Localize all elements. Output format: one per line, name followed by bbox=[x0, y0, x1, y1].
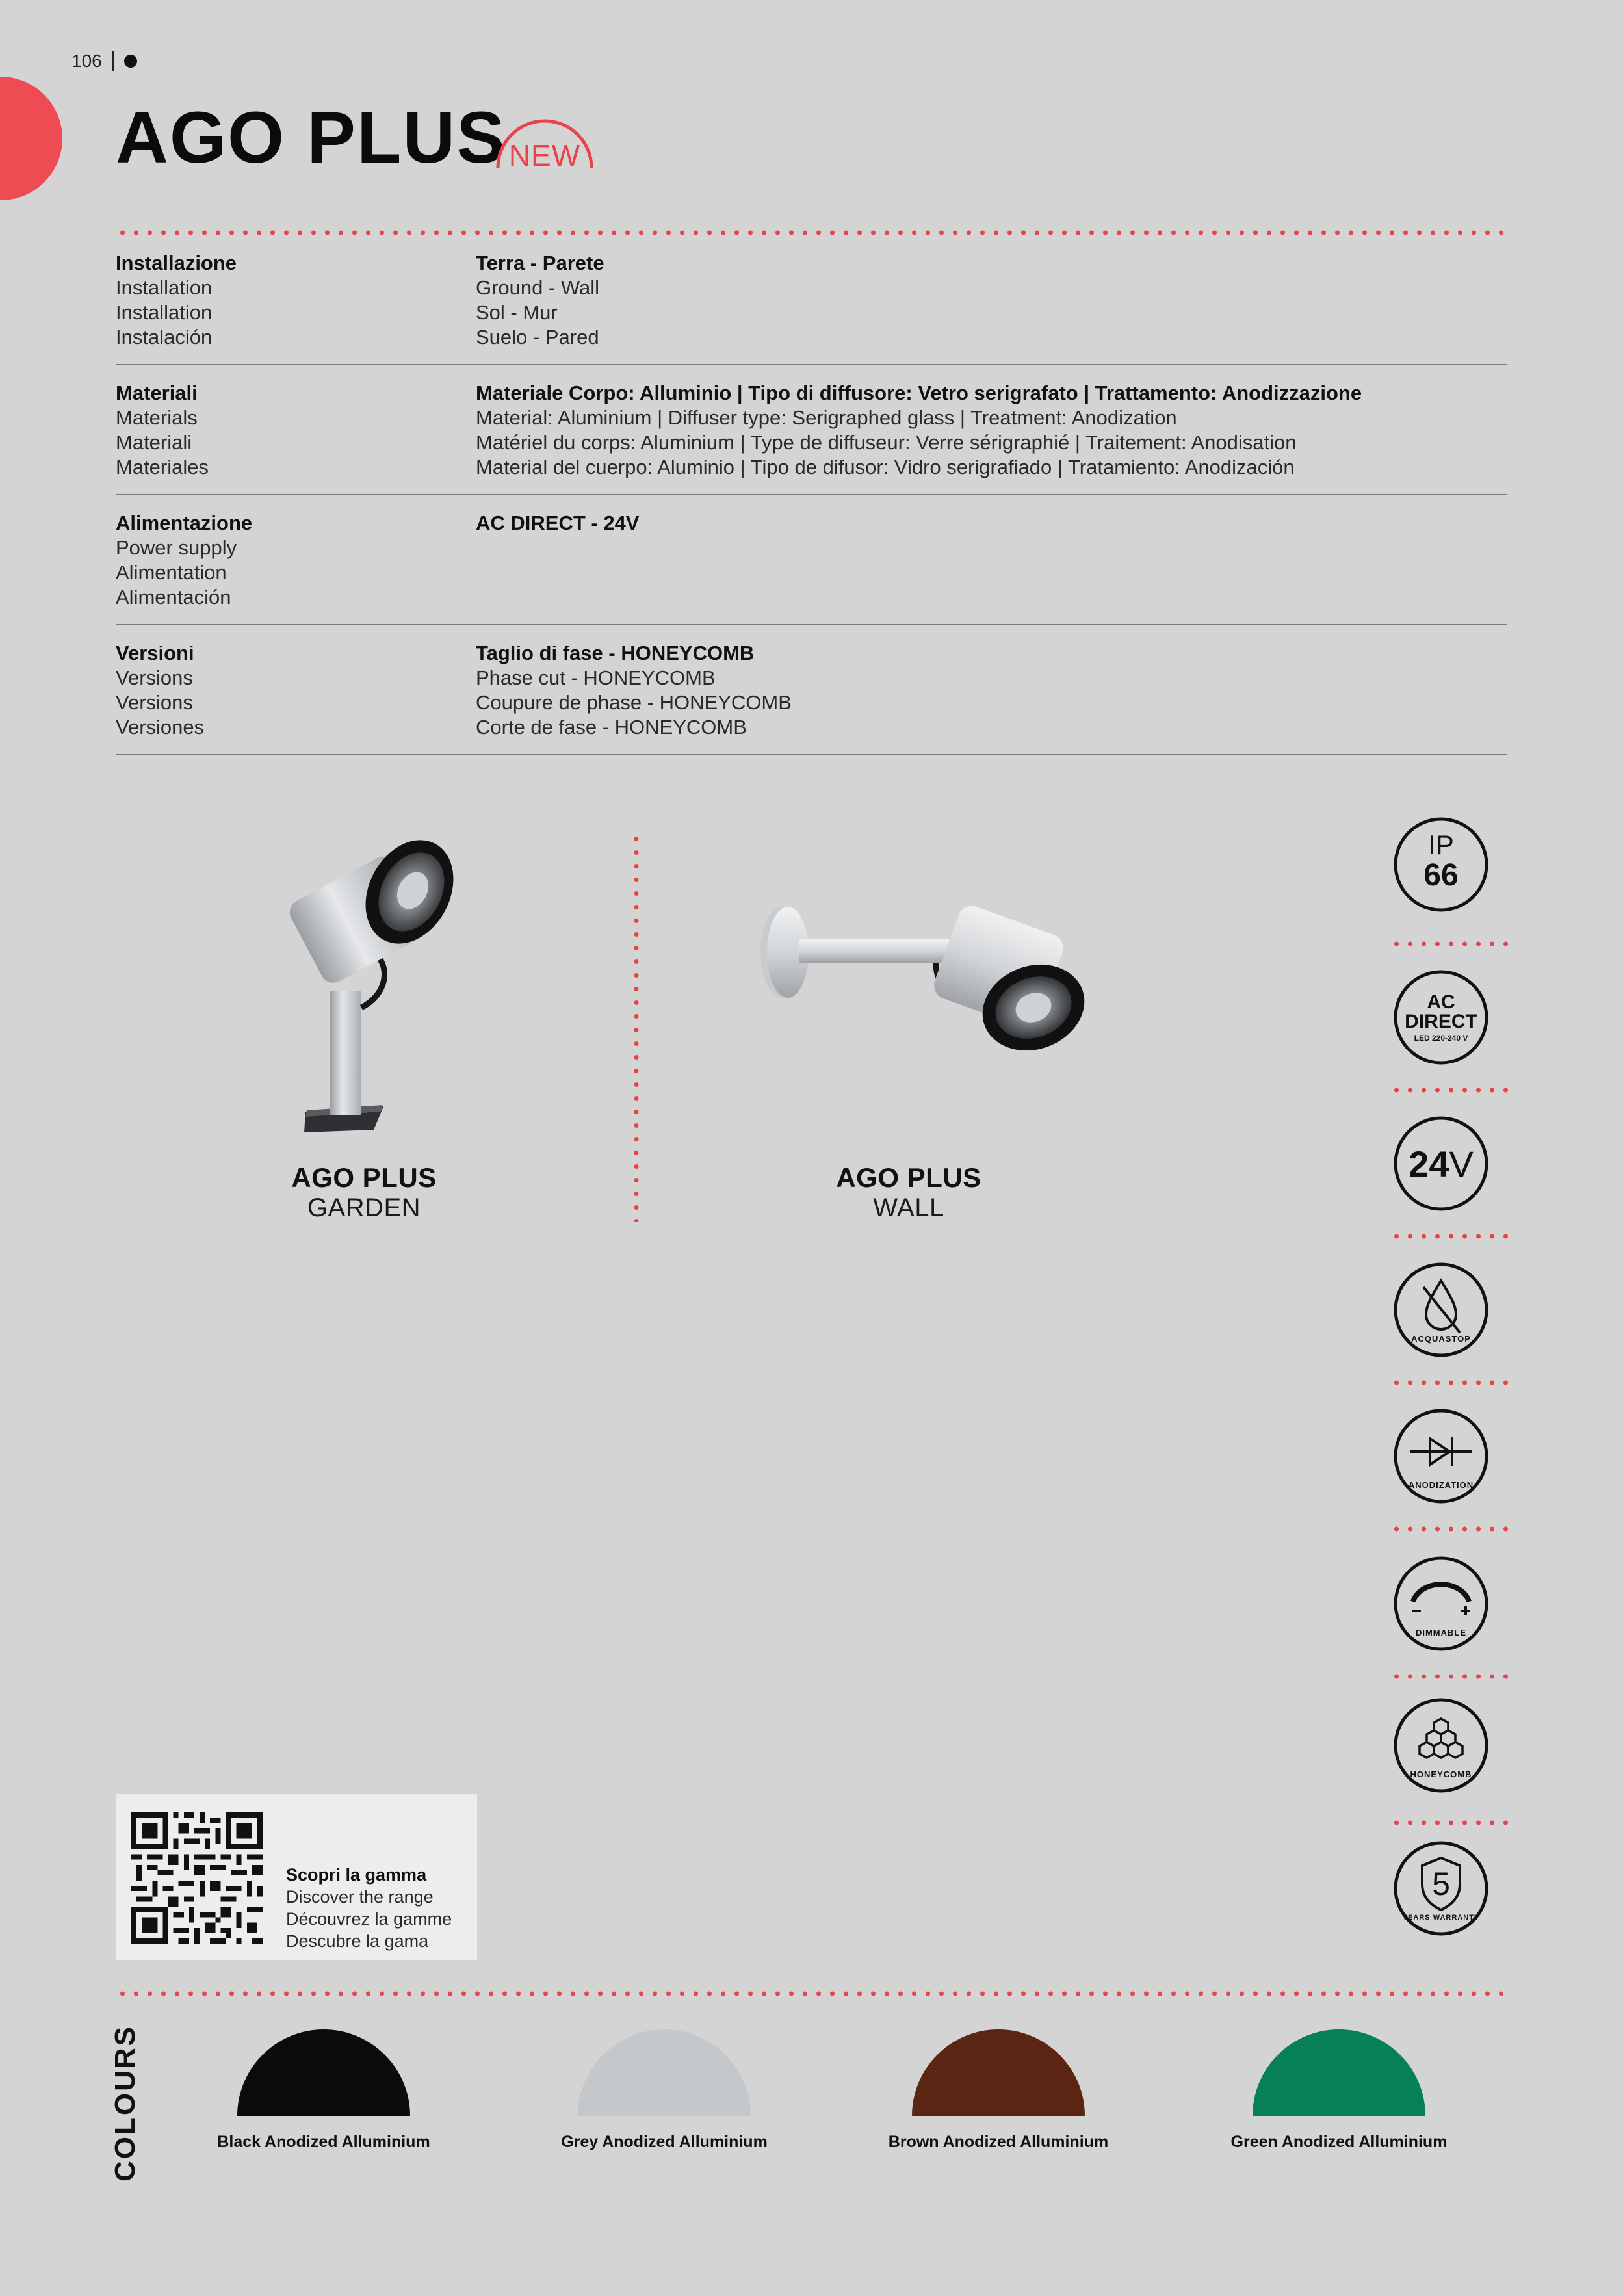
spec-value: Material del cuerpo: Aluminio | Tipo de difusor: Vidro serigrafiado | Tratamiento: Anodización bbox=[476, 456, 1295, 478]
dotted-divider bbox=[116, 1991, 1508, 1996]
colour-swatch-brown bbox=[855, 2029, 1141, 2152]
icon-divider bbox=[1390, 1234, 1508, 1239]
product-name: AGO PLUS bbox=[836, 1162, 981, 1193]
colours-heading: COLOURS bbox=[109, 2025, 141, 2182]
ip-label: IP bbox=[1428, 829, 1454, 860]
spec-label: Materiali bbox=[116, 431, 192, 454]
spec-value: Phase cut - HONEYCOMB bbox=[476, 666, 716, 689]
swatch-shape bbox=[1253, 2029, 1425, 2116]
warranty-years: 5 bbox=[1432, 1866, 1450, 1902]
icon-divider bbox=[1390, 1526, 1508, 1532]
qr-caption bbox=[286, 1864, 452, 1952]
spec-label: Alimentación bbox=[116, 586, 231, 608]
red-half-circle bbox=[0, 77, 62, 200]
spec-value: Corte de fase - HONEYCOMB bbox=[476, 716, 747, 738]
qr-caption-line: Discover the range bbox=[286, 1887, 434, 1907]
product-name: AGO PLUS bbox=[291, 1162, 437, 1193]
spec-value: Terra - Parete bbox=[476, 252, 604, 274]
spec-value: Ground - Wall bbox=[476, 276, 600, 299]
voltage-number: 24 bbox=[1409, 1143, 1449, 1184]
swatch-label: Green Anodized Alluminium bbox=[1230, 2133, 1448, 2151]
product-garden bbox=[234, 1162, 494, 1223]
product-wall bbox=[779, 1162, 1039, 1223]
new-badge-label: NEW bbox=[508, 138, 581, 172]
icon-divider bbox=[1390, 1674, 1508, 1679]
qr-caption-line: Découvrez la gamme bbox=[286, 1909, 452, 1929]
spec-label: Versions bbox=[116, 666, 193, 689]
ip66-icon bbox=[1392, 816, 1490, 917]
spec-label: Installation bbox=[116, 301, 213, 324]
spec-value: AC DIRECT - 24V bbox=[476, 512, 640, 534]
qr-caption-line: Descubre la gama bbox=[286, 1931, 429, 1951]
spec-value: Taglio di fase - HONEYCOMB bbox=[476, 642, 755, 664]
acquastop-label: ACQUASTOP bbox=[1411, 1334, 1471, 1344]
page-title: AGO PLUS bbox=[116, 97, 506, 178]
spec-value: Suelo - Pared bbox=[476, 326, 599, 348]
colour-swatch-black bbox=[181, 2029, 467, 2152]
qr-caption-line: Scopri la gamma bbox=[286, 1865, 427, 1885]
spec-label: Installazione bbox=[116, 252, 237, 274]
spec-value: Materiale Corpo: Alluminio | Tipo di diffusore: Vetro serigrafato | Trattamento: Anodizzazione bbox=[476, 382, 1362, 404]
dotted-divider bbox=[116, 230, 1508, 235]
ac-direct-icon bbox=[1392, 969, 1490, 1069]
swatch-label: Brown Anodized Alluminium bbox=[888, 2133, 1109, 2151]
spec-value: Sol - Mur bbox=[476, 301, 558, 324]
icon-divider bbox=[1390, 1088, 1508, 1093]
ac-label: AC bbox=[1427, 991, 1455, 1013]
warranty-icon bbox=[1392, 1840, 1490, 1940]
led-voltage-label: LED 220-240 V bbox=[1414, 1034, 1468, 1043]
spec-label: Alimentation bbox=[116, 561, 227, 584]
row-divider bbox=[116, 364, 1507, 365]
spec-label: Materiali bbox=[116, 382, 198, 404]
page-number-block bbox=[71, 51, 137, 72]
swatch-label: Black Anodized Alluminium bbox=[217, 2133, 430, 2151]
divider bbox=[112, 51, 114, 71]
spec-label: Versiones bbox=[116, 716, 205, 738]
spec-value: Matériel du corps: Aluminium | Type de diffuseur: Verre sérigraphié | Traitement: Anodisation bbox=[476, 431, 1297, 454]
new-badge bbox=[493, 116, 597, 174]
icon-divider bbox=[1390, 1380, 1508, 1385]
honeycomb-label: HONEYCOMB bbox=[1410, 1769, 1472, 1779]
spec-label: Installation bbox=[116, 276, 213, 299]
ip-value: 66 bbox=[1423, 858, 1459, 893]
page-number: 106 bbox=[71, 51, 102, 71]
dimmable-icon bbox=[1392, 1555, 1490, 1656]
voltage-unit: V bbox=[1449, 1143, 1474, 1184]
product-image-garden bbox=[253, 826, 474, 1138]
colour-swatch-grey bbox=[521, 2029, 807, 2152]
row-divider bbox=[116, 624, 1507, 625]
product-variant: GARDEN bbox=[307, 1194, 421, 1222]
direct-label: DIRECT bbox=[1405, 1011, 1477, 1032]
row-divider bbox=[116, 494, 1507, 495]
swatch-label: Grey Anodized Alluminium bbox=[561, 2133, 768, 2151]
spec-value: Material: Aluminium | Diffuser type: Serigraphed glass | Treatment: Anodization bbox=[476, 406, 1177, 429]
warranty-label: YEARS WARRANTY bbox=[1402, 1914, 1480, 1922]
row-divider bbox=[116, 754, 1507, 755]
qr-code-icon[interactable] bbox=[131, 1812, 263, 1944]
honeycomb-icon bbox=[1392, 1697, 1490, 1797]
product-image-wall bbox=[747, 871, 1085, 1066]
anodization-label: ANODIZATION bbox=[1408, 1480, 1474, 1490]
icon-divider bbox=[1390, 941, 1508, 946]
swatch-shape bbox=[237, 2029, 410, 2116]
24v-icon bbox=[1392, 1115, 1490, 1216]
qr-box[interactable] bbox=[116, 1794, 477, 1960]
voltage-text bbox=[1392, 1145, 1490, 1194]
product-variant: WALL bbox=[873, 1194, 944, 1222]
spec-label: Power supply bbox=[116, 536, 237, 559]
anodization-icon bbox=[1392, 1407, 1490, 1508]
spec-value: Coupure de phase - HONEYCOMB bbox=[476, 691, 792, 714]
swatch-shape bbox=[578, 2029, 751, 2116]
acquastop-icon bbox=[1392, 1261, 1490, 1362]
icon-divider bbox=[1390, 1820, 1508, 1825]
vertical-dotted-divider bbox=[634, 832, 639, 1222]
spec-label: Materiales bbox=[116, 456, 209, 478]
spec-label: Versions bbox=[116, 691, 193, 714]
spec-label: Materials bbox=[116, 406, 198, 429]
swatch-shape bbox=[912, 2029, 1085, 2116]
bullet-dot-icon bbox=[124, 55, 137, 68]
spec-label: Instalación bbox=[116, 326, 213, 348]
dimmable-label: DIMMABLE bbox=[1415, 1628, 1467, 1637]
colour-swatch-green bbox=[1196, 2029, 1482, 2152]
spec-label: Alimentazione bbox=[116, 512, 253, 534]
spec-label: Versioni bbox=[116, 642, 194, 664]
